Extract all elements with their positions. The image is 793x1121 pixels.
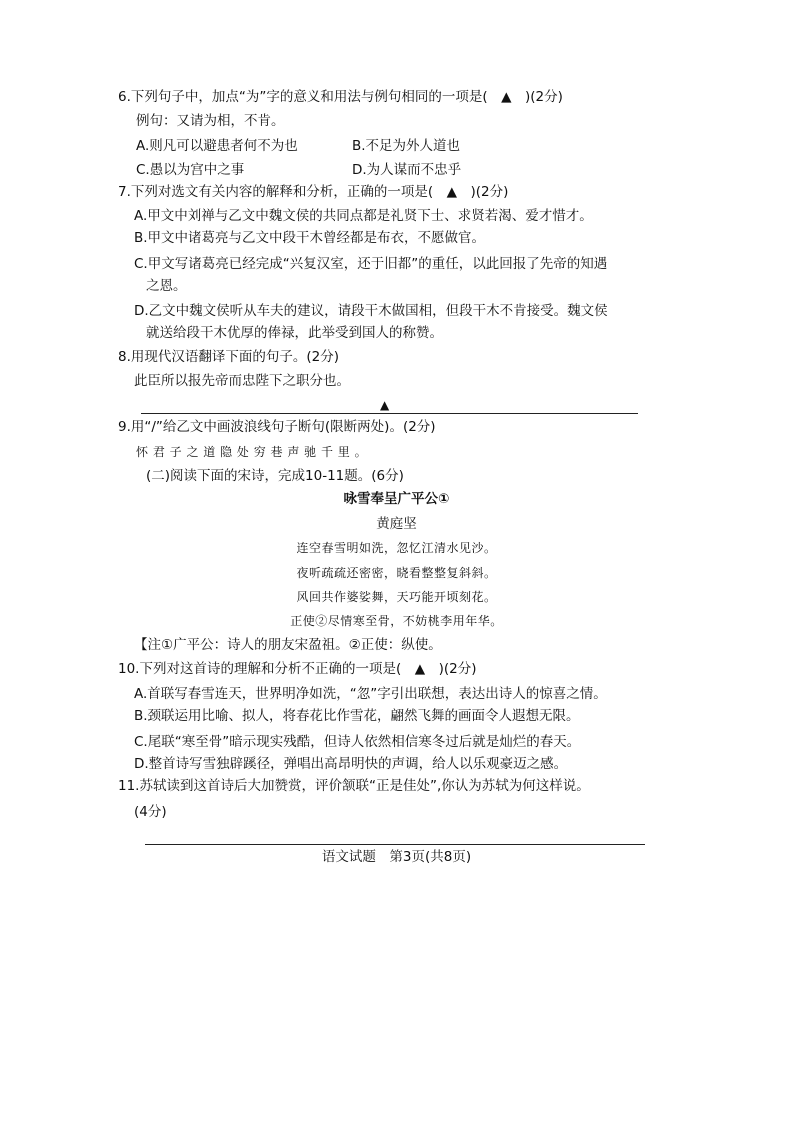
q6-stem: 6.下列句子中，加点“为”字的意义和用法与例句相同的一项是( ▲ )(2分): [118, 89, 563, 105]
q10-option-b: B.颈联运用比喻、拟人，将春花比作雪花，翩然飞舞的画面令人遐想无限。: [134, 708, 580, 724]
q6-option-a: A.则凡可以避患者何不为也: [136, 138, 298, 154]
q10-stem: 10.下列对这首诗的理解和分析不正确的一项是( ▲ )(2分): [118, 661, 477, 677]
q6-example: 例句：又请为相，不肯。: [136, 113, 285, 129]
poem-author: 黄庭坚: [376, 516, 417, 532]
q8-answer-line: [141, 413, 638, 414]
q6-option-b: B.不足为外人道也: [352, 138, 461, 154]
section2-intro: (二)阅读下面的宋诗，完成10-11题。(6分): [146, 468, 404, 484]
poem-line-3: 风回共作婆娑舞，天巧能开顷刻花。: [296, 590, 497, 604]
poem-note: 【注①广平公：诗人的朋友宋盈祖。②正使：纵使。: [134, 637, 442, 653]
poem-line-4: 正使②尽情寒至骨，不妨桃李用年华。: [290, 614, 503, 628]
q7-option-b: B.甲文中诸葛亮与乙文中段干木曾经都是布衣，不愿做官。: [134, 230, 486, 246]
q8-answer-mark: ▲: [380, 398, 390, 412]
q7-option-d-line2: 就送给段干木优厚的俸禄，此举受到国人的称赞。: [146, 325, 443, 341]
footer-divider: [145, 844, 645, 845]
q10-option-c: C.尾联“寒至骨”暗示现实残酷，但诗人依然相信寒冬过后就是灿烂的春天。: [134, 734, 581, 750]
q10-option-d: D.整首诗写雪独辟蹊径，弹唱出高昂明快的声调，给人以乐观豪迈之感。: [134, 756, 568, 772]
q6-option-c: C.愚以为宫中之事: [136, 162, 245, 178]
q7-option-c-line1: C.甲文写诸葛亮已经完成“兴复汉室，还于旧都”的重任，以此回报了先帝的知遇: [134, 256, 608, 272]
page-footer: 语文试题 第3页(共8页): [321, 849, 472, 865]
q7-stem: 7.下列对选文有关内容的解释和分析，正确的一项是( ▲ )(2分): [118, 184, 509, 200]
q9-sentence: 怀 君 子 之 道 隐 处 穷 巷 声 驰 千 里 。: [136, 445, 368, 459]
q7-option-c-line2: 之恩。: [146, 278, 187, 294]
poem-line-1: 连空春雪明如洗，忽忆江清水见沙。: [296, 541, 497, 555]
q11-score: (4分): [134, 804, 167, 820]
q6-option-d: D.为人谋而不忠乎: [352, 162, 462, 178]
poem-title: 咏雪奉呈广平公①: [343, 491, 450, 507]
q7-option-d-line1: D.乙文中魏文侯听从车夫的建议，请段干木做国相，但段干木不肯接受。魏文侯: [134, 303, 608, 319]
q10-option-a: A.首联写春雪连天，世界明净如洗，“忽”字引出联想，表达出诗人的惊喜之情。: [134, 686, 607, 702]
poem-line-2: 夜听疏疏还密密，晓看整整复斜斜。: [296, 566, 497, 580]
q7-option-a: A.甲文中刘禅与乙文中魏文侯的共同点都是礼贤下士、求贤若渴、爱才惜才。: [134, 208, 593, 224]
q9-stem: 9.用“/”给乙文中画波浪线句子断句(限断两处)。(2分): [118, 419, 436, 435]
q11-stem: 11.苏轼读到这首诗后大加赞赏，评价颔联“正是佳处”,你认为苏轼为何这样说。: [118, 778, 590, 794]
q8-stem: 8.用现代汉语翻译下面的句子。(2分): [118, 349, 340, 365]
q8-sentence: 此臣所以报先帝而忠陛下之职分也。: [134, 373, 350, 389]
